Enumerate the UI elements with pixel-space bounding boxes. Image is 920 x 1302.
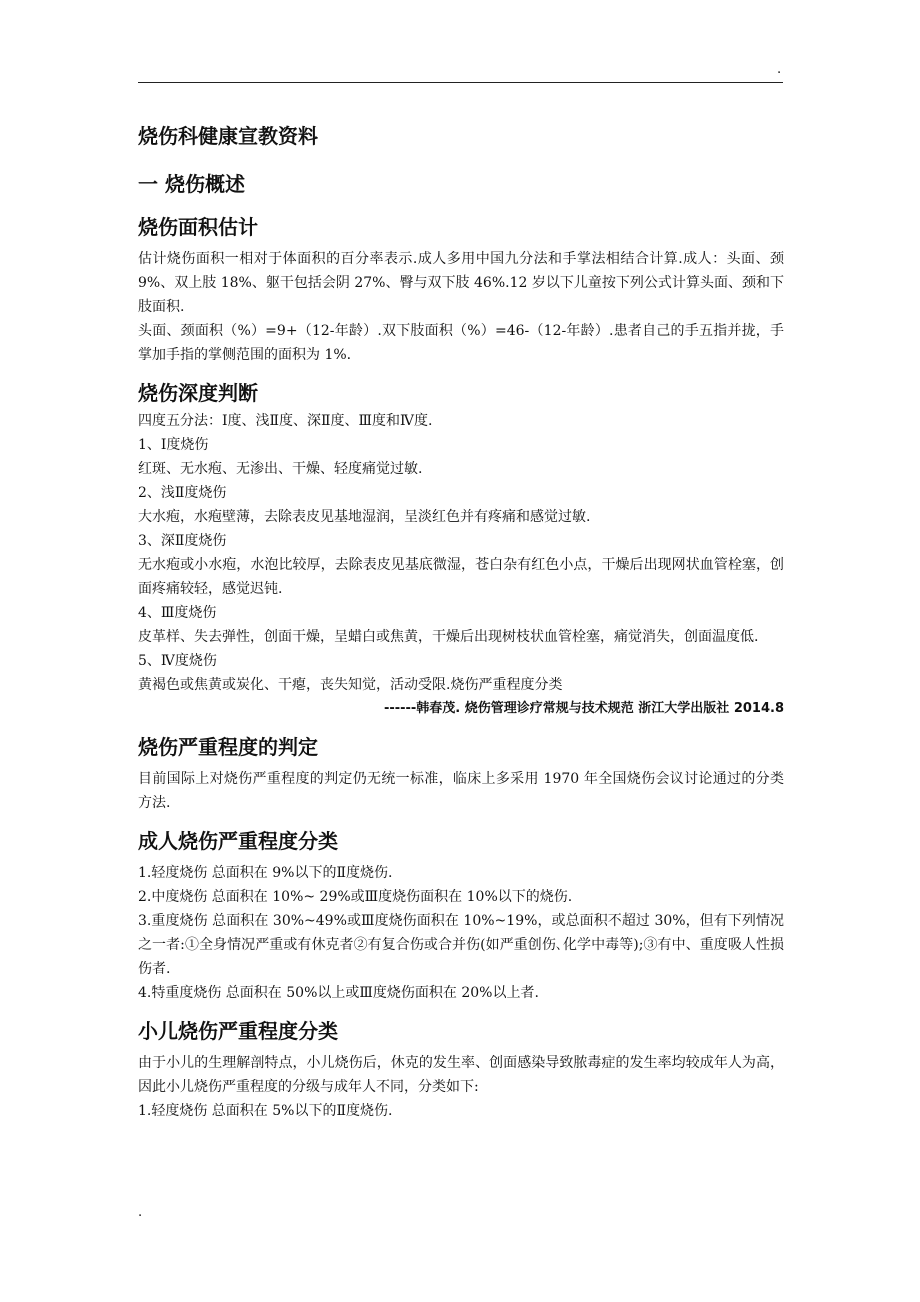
depth-item-label: 4、Ⅲ度烧伤 [138,605,217,621]
heading-adult-classification: 成人烧伤严重程度分类 [138,829,338,853]
paragraph-child: 由于小儿的生理解剖特点，小儿烧伤后，休克的发生率、创面感染导致脓毒症的发生率均较成年人为高，因此小儿烧伤严重程度的分级与成年人不同，分类如下: [138,1055,784,1095]
depth-item-description: 无水疱或小水疱，水泡比较厚，去除表皮见基底微湿，苍白杂有红色小点，干燥后出现网状血管栓塞，创面疼痛较轻，感觉迟钝. [138,557,784,597]
footer-mark: . [138,1205,143,1220]
depth-item-label: 2、浅Ⅱ度烧伤 [138,485,227,501]
header-mark: . [777,62,782,77]
adult-classification-item: 2.中度烧伤 总面积在 10%~ 29%或Ⅲ度烧伤面积在 10%以下的烧伤. [138,889,573,905]
child-classification-item: 1.轻度烧伤 总面积在 5%以下的Ⅱ度烧伤. [138,1103,393,1119]
section-heading-overview: 一 烧伤概述 [138,172,245,196]
depth-item-description: 皮革样、失去弹性，创面干燥，呈蜡白或焦黄，干燥后出现树枝状血管栓塞，痛觉消失，创面温度低. [138,629,759,645]
depth-intro: 四度五分法：Ⅰ度、浅Ⅱ度、深Ⅱ度、Ⅲ度和Ⅳ度. [138,413,433,429]
depth-item-description: 黄褐色或焦黄或炭化、干瘪，丧失知觉，活动受限.烧伤严重程度分类 [138,677,563,693]
citation: ------韩春茂. 烧伤管理诊疗常规与技术规范 浙江大学出版社 2014.8 [383,701,784,716]
paragraph-severity: 目前国际上对烧伤严重程度的判定仍无统一标准，临床上多采用 1970 年全国烧伤会议讨论通过的分类方法. [138,771,784,811]
depth-item-description: 红斑、无水疱、无渗出、干燥、轻度痛觉过敏. [138,461,423,477]
header-rule [138,82,783,83]
depth-item-description: 大水疱，水疱壁薄，去除表皮见基地湿润，呈淡红色并有疼痛和感觉过敏. [138,509,591,525]
document-body [138,118,784,1123]
heading-burn-depth: 烧伤深度判断 [138,381,258,405]
paragraph-area-1: 估计烧伤面积一相对于体面积的百分率表示.成人多用中国九分法和手掌法相结合计算.成人：头面、颈 9%、双上肢 18%、躯干包括会阴 27%、臀与双下肢 46%.12 岁以下儿童按下列公式计算头面、颈和下肢面积. [138,251,784,315]
heading-child-classification: 小儿烧伤严重程度分类 [138,1019,338,1043]
depth-item-label: 5、Ⅳ度烧伤 [138,653,217,669]
adult-classification-item: 4.特重度烧伤 总面积在 50%以上或Ⅲ度烧伤面积在 20%以上者. [138,985,539,1001]
heading-severity: 烧伤严重程度的判定 [138,735,318,759]
adult-classification-item: 1.轻度烧伤 总面积在 9%以下的Ⅱ度烧伤. [138,865,393,881]
paragraph-area-2: 头面、颈面积（%）=9+（12-年龄）.双下肢面积（%）=46-（12-年龄）.患者自己的手五指并拢，手掌加手指的掌侧范围的面积为 1%. [138,323,784,363]
heading-burn-area: 烧伤面积估计 [138,215,258,239]
adult-classification-item: 3.重度烧伤 总面积在 30%~49%或Ⅲ度烧伤面积在 10%~19%，或总面积不超过 30%，但有下列情况之一者:①全身情况严重或有休克者②有复合伤或合并伤(如严重创伤､化学中毒等);③有中、重度吸人性损伤者. [138,913,784,977]
document-title: 烧伤科健康宣教资料 [138,124,318,148]
depth-item-label: 1、Ⅰ度烧伤 [138,437,209,453]
depth-item-label: 3、深Ⅱ度烧伤 [138,533,227,549]
